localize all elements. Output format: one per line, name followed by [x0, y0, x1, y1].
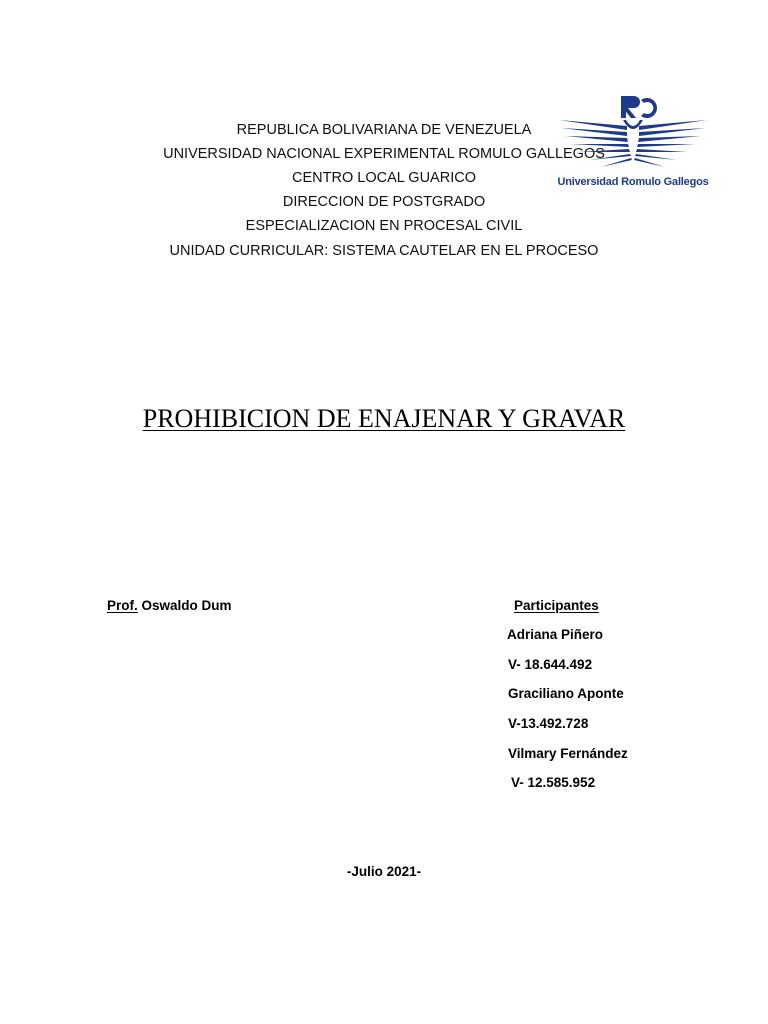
professor-label: Prof.	[107, 598, 138, 613]
university-logo	[555, 92, 711, 196]
header-line-specialization: ESPECIALIZACION EN PROCESAL CIVIL	[245, 218, 523, 234]
participant-id-1: V- 18.644.492	[508, 657, 593, 672]
header-line-course-unit: UNIDAD CURRICULAR: SISTEMA CAUTELAR EN EL PROCESO	[169, 243, 599, 259]
participant-name-2: Graciliano Aponte	[508, 686, 624, 701]
header-line-republic: REPUBLICA BOLIVARIANA DE VENEZUELA	[236, 122, 532, 138]
document-title: PROHIBICION DE ENAJENAR Y GRAVAR	[142, 404, 626, 433]
university-logo-emblem	[555, 92, 711, 176]
participant-id-2: V-13.492.728	[508, 716, 589, 731]
professor-name: Oswaldo Dum	[141, 598, 232, 613]
header-line-university: UNIVERSIDAD NACIONAL EXPERIMENTAL ROMULO GALLEGOS	[163, 146, 605, 162]
participant-name-1: Adriana Piñero	[507, 627, 604, 642]
document-date: -Julio 2021-	[346, 864, 422, 879]
university-logo-caption: Universidad Romulo Gallegos	[557, 176, 709, 188]
participant-id-3: V- 12.585.952	[511, 775, 596, 790]
professor-line	[107, 597, 232, 615]
header-line-center: CENTRO LOCAL GUARICO	[292, 170, 476, 186]
participant-name-3: Vilmary Fernández	[508, 746, 628, 761]
participants-heading: Participantes	[514, 598, 599, 613]
header-line-direction: DIRECCION DE POSTGRADO	[282, 194, 486, 210]
